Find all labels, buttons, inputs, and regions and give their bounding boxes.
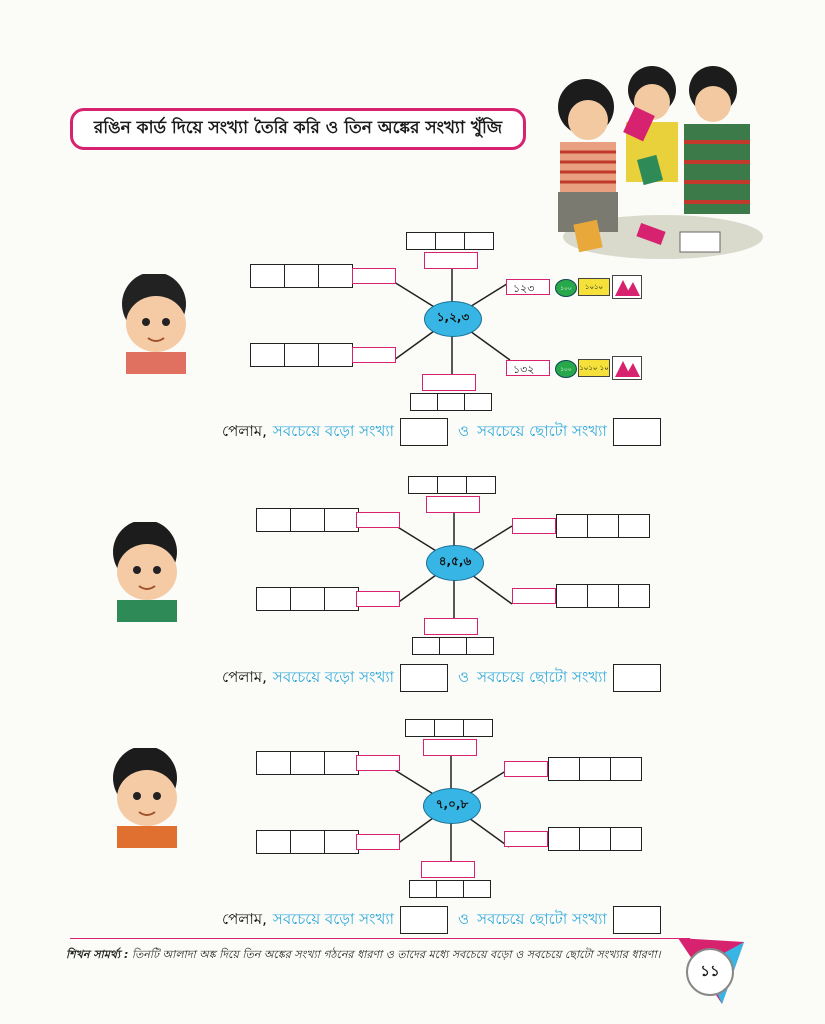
digit-box[interactable] xyxy=(463,719,493,737)
center-digits xyxy=(423,788,481,824)
result-prefix: পেলাম, xyxy=(222,667,267,686)
child-face-illustration xyxy=(103,748,203,848)
example-number: ১২৩ xyxy=(513,282,535,295)
digit-box[interactable] xyxy=(548,827,580,851)
result-prefix: পেলাম, xyxy=(222,421,267,440)
digit-box[interactable] xyxy=(579,827,611,851)
digit-box[interactable] xyxy=(579,757,611,781)
page-number xyxy=(686,948,734,996)
learning-outcome-label: শিখন সামর্থ্য : xyxy=(66,948,129,961)
digit-box[interactable] xyxy=(434,719,464,737)
digit-box[interactable] xyxy=(290,830,325,854)
and-label: ও xyxy=(458,667,470,686)
ten-card-text: ১০১০ xyxy=(584,283,604,291)
pink-label-box[interactable] xyxy=(356,834,400,850)
digit-box[interactable] xyxy=(405,719,435,737)
digit-box[interactable] xyxy=(324,830,359,854)
smallest-label: সবচেয়ে ছোটো সংখ্যা xyxy=(477,421,607,440)
result-line xyxy=(222,906,671,934)
largest-answer-box[interactable] xyxy=(400,906,448,934)
digit-box[interactable] xyxy=(436,880,464,898)
smallest-label: সবচেয়ে ছোটো সংখ্যা xyxy=(477,667,607,686)
coin-text: ১০০ xyxy=(560,365,572,373)
example-number: ১৩২ xyxy=(513,363,535,376)
pink-label-box[interactable] xyxy=(421,861,475,878)
center-digits-text: ৭,০,৮ xyxy=(435,797,469,811)
largest-label: সবচেয়ে বড়ো সংখ্যা xyxy=(272,909,395,928)
pink-label-box[interactable] xyxy=(504,831,548,847)
pink-label-box[interactable] xyxy=(356,755,400,771)
pink-label-box[interactable] xyxy=(423,739,477,756)
digit-box[interactable] xyxy=(463,880,491,898)
result-prefix: পেলাম, xyxy=(222,909,267,928)
ten-card-text: ১০১০ ১০ xyxy=(579,364,609,372)
digit-box[interactable] xyxy=(548,757,580,781)
digit-box[interactable] xyxy=(610,757,642,781)
smallest-label: সবচেয়ে ছোটো সংখ্যা xyxy=(477,909,607,928)
pink-label-box[interactable] xyxy=(504,761,548,777)
largest-label: সবচেয়ে বড়ো সংখ্যা xyxy=(272,667,395,686)
digit-box[interactable] xyxy=(290,751,325,775)
page-title-text: রঙিন কার্ড দিয়ে সংখ্যা তৈরি করি ও তিন অঙ্কের সংখ্যা খুঁজি xyxy=(93,118,503,138)
learning-outcome-text: তিনটি আলাদা অঙ্ক দিয়ে তিন অঙ্কের সংখ্যা গঠনের ধারণা ও তাদের মধ্যে সবচেয়ে বড়ো ও সবচেয়ে ছোটো সংখ্যার ধারণা। xyxy=(131,948,661,961)
and-label: ও xyxy=(458,421,470,440)
page-number-text: ১১ xyxy=(700,961,720,980)
digit-box[interactable] xyxy=(610,827,642,851)
center-digits-text: ১,২,৩ xyxy=(436,310,470,324)
footer-divider xyxy=(70,938,690,939)
digit-box[interactable] xyxy=(256,830,291,854)
digit-box[interactable] xyxy=(256,751,291,775)
digit-box[interactable] xyxy=(409,880,437,898)
center-digits-text: ৪,৫,৬ xyxy=(438,554,472,568)
and-label: ও xyxy=(458,909,470,928)
coin-text: ১০০ xyxy=(560,284,572,292)
learning-outcome xyxy=(66,946,686,964)
digit-box[interactable] xyxy=(324,751,359,775)
smallest-answer-box[interactable] xyxy=(613,906,661,934)
largest-label: সবচেয়ে বড়ো সংখ্যা xyxy=(272,421,395,440)
